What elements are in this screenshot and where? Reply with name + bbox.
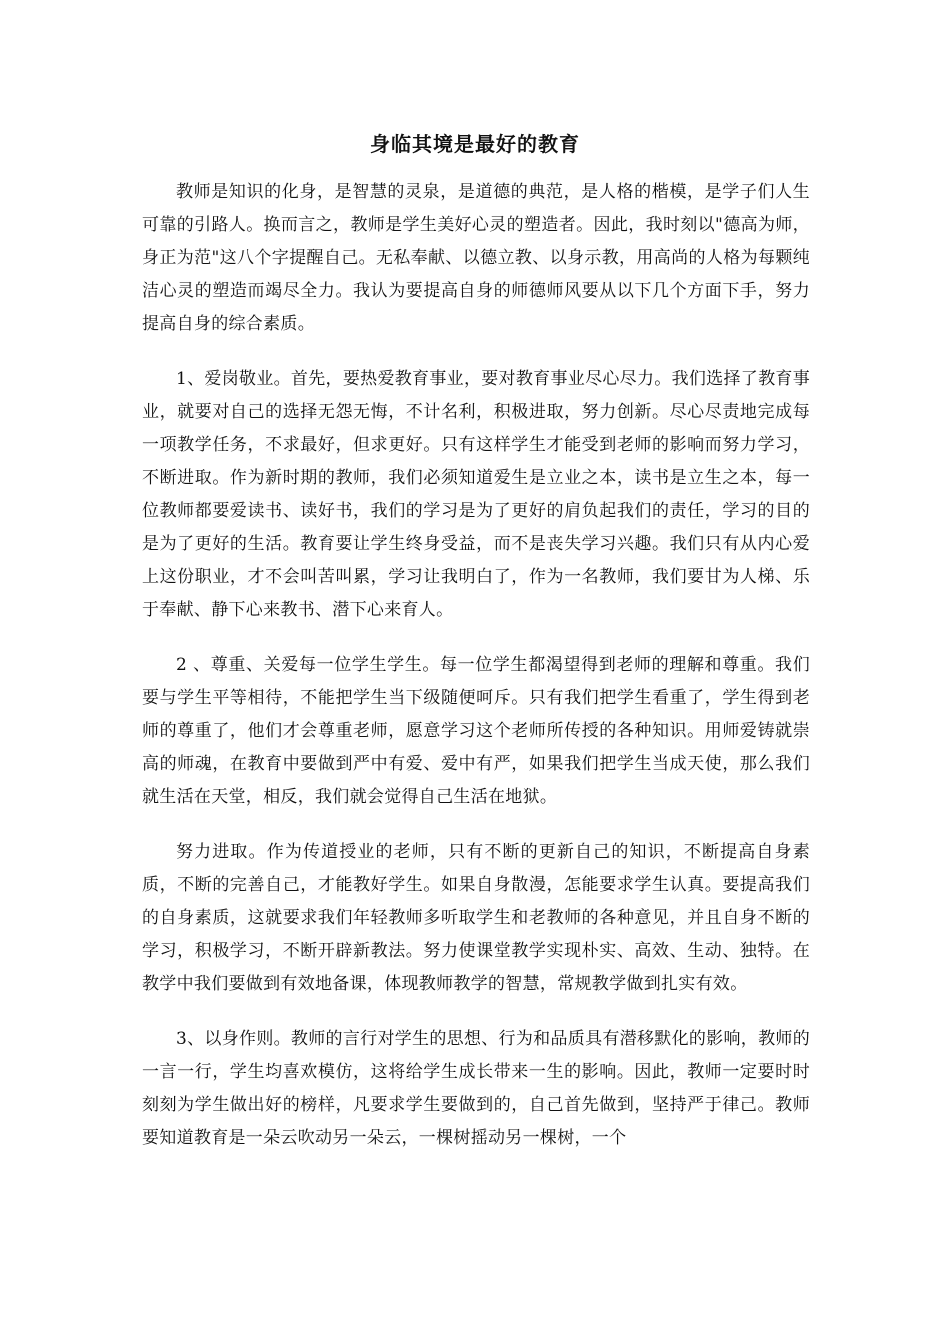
document-title: 身临其境是最好的教育 (370, 132, 580, 156)
paragraph-point-3: 3、以身作则。教师的言行对学生的思想、行为和品质具有潜移默化的影响，教师的一言一行，学生均喜欢模仿，这将给学生成长带来一生的影响。因此，教师一定要时时刻刻为学生做出好的榜样，凡要求学生要做到的，自己首先做到，坚持严于律己。教师要知道教育是一朵云吹动另一朵云，一棵树摇动另一棵树，一个 (142, 1029, 810, 1148)
paragraph-effort: 努力进取。作为传道授业的老师，只有不断的更新自己的知识，不断提高自身素质，不断的完善自己，才能教好学生。如果自身散漫，怎能要求学生认真。要提高我们的自身素质，这就要求我们年轻教师多听取学生和老教师的各种意见，并且自身不断的学习，积极学习，不断开辟新教法。努力使课堂教学实现朴实、高效、生动、独特。在教学中我们要做到有效地备课，体现教师教学的智慧，常规教学做到扎实有效。 (142, 842, 810, 994)
document-body (142, 176, 810, 1177)
paragraph-intro: 教师是知识的化身，是智慧的灵泉，是道德的典范，是人格的楷模，是学子们人生可靠的引路人。换而言之，教师是学生美好心灵的塑造者。因此，我时刻以"德高为师，身正为范"这八个字提醒自己。无私奉献、以德立教、以身示教，用高尚的人格为每颗纯洁心灵的塑造而竭尽全力。我认为要提高自身的师德师风要从以下几个方面下手，努力提高自身的综合素质。 (142, 182, 810, 334)
paragraph-point-1: 1、爱岗敬业。首先，要热爱教育事业，要对教育事业尽心尽力。我们选择了教育事业，就要对自己的选择无怨无悔，不计名利，积极进取，努力创新。尽心尽责地完成每一项教学任务，不求最好，但求更好。只有这样学生才能受到老师的影响而努力学习，不断进取。作为新时期的教师，我们必须知道爱生是立业之本，读书是立生之本，每一位教师都要爱读书、读好书，我们的学习是为了更好的肩负起我们的责任，学习的目的是为了更好的生活。教育要让学生终身受益，而不是丧失学习兴趣。我们只有从内心爱上这份职业，才不会叫苦叫累，学习让我明白了，作为一名教师，我们要甘为人梯、乐于奉献、静下心来教书、潜下心来育人。 (142, 369, 810, 620)
paragraph-point-2: 2 、尊重、关爱每一位学生学生。每一位学生都渴望得到老师的理解和尊重。我们要与学生平等相待，不能把学生当下级随便呵斥。只有我们把学生看重了，学生得到老师的尊重了，他们才会尊重老师，愿意学习这个老师所传授的各种知识。用师爱铸就崇高的师魂，在教育中要做到严中有爱、爱中有严，如果我们把学生当成天使，那么我们就生活在天堂，相反，我们就会觉得自己生活在地狱。 (142, 655, 810, 807)
